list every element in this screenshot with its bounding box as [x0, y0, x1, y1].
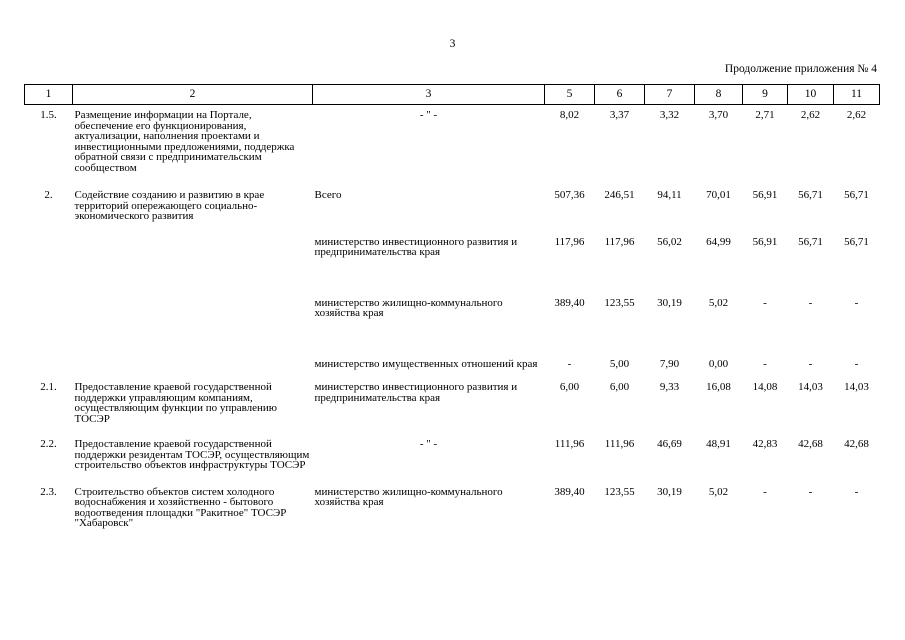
row-name: [73, 319, 313, 370]
value-cell: 117,96: [604, 235, 635, 248]
value-cell: 64,99: [706, 235, 731, 248]
value-cell: -: [808, 296, 813, 309]
value-cell: 42,68: [798, 438, 823, 450]
value-cell: 123,55: [604, 485, 635, 498]
header-cell: 3: [313, 85, 545, 105]
value-cell: 42,68: [844, 438, 869, 450]
page-number: 3: [449, 38, 456, 50]
value-cell: 5,02: [708, 296, 729, 309]
value-cell: 8,02: [559, 109, 580, 121]
value-cell: -: [808, 485, 813, 498]
value-cell: 5,02: [708, 485, 729, 498]
value-cell: 42,83: [752, 438, 778, 450]
header-cell: 11: [834, 85, 880, 105]
row-number: 2.: [44, 189, 53, 201]
row-name: Содействие созданию и развитию в крае территорий опережающего социально-экономического развития: [74, 189, 265, 222]
value-cell: -: [808, 357, 813, 370]
row-executor: Всего: [314, 189, 342, 201]
value-cell: 507,36: [554, 189, 585, 201]
header-cell: 2: [73, 85, 313, 105]
table-row: [25, 105, 880, 174]
value-cell: 14,03: [798, 381, 823, 393]
value-cell: 3,32: [659, 109, 680, 121]
continuation-label: Продолжение приложения № 4: [724, 63, 877, 75]
value-cell: 2,71: [755, 109, 775, 121]
value-cell: 246,51: [604, 189, 635, 201]
row-executor: министерство инвестиционного развития и предпринимательства края: [314, 381, 518, 404]
header-cell: 1: [25, 85, 73, 105]
value-cell: 56,91: [752, 235, 778, 248]
row-executor: - " -: [419, 438, 438, 450]
value-cell: 56,71: [798, 235, 823, 248]
value-cell: 111,96: [554, 438, 585, 450]
header-cell: 10: [788, 85, 834, 105]
row-executor: министерство жилищно-коммунального хозяйства края: [314, 485, 503, 508]
table-row: [25, 471, 880, 529]
table-header-row: [25, 85, 880, 105]
value-cell: 0,00: [708, 357, 729, 370]
value-cell: 6,00: [559, 381, 580, 393]
table-row: [25, 222, 880, 258]
value-cell: 56,71: [798, 189, 823, 201]
row-name: [73, 222, 313, 258]
row-name: Размещение информации на Портале, обеспечение его функционирования, актуализации, наполнения проектами и инвестиционными предложениями, поддержка обратной связи с предпринимательским сообществом: [74, 109, 295, 174]
header-cell: 8: [695, 85, 743, 105]
row-number: [25, 258, 73, 319]
value-cell: -: [854, 296, 859, 309]
row-number: 2.2.: [40, 438, 57, 450]
row-number: [25, 222, 73, 258]
header-cell: 9: [743, 85, 788, 105]
value-cell: 70,01: [706, 189, 731, 201]
value-cell: 30,19: [657, 485, 682, 498]
value-cell: 56,91: [752, 189, 778, 201]
header-cell: 5: [545, 85, 595, 105]
value-cell: 30,19: [657, 296, 682, 309]
value-cell: -: [854, 357, 859, 370]
row-number: 2.1.: [40, 381, 57, 393]
header-cell: 6: [595, 85, 645, 105]
value-cell: 14,08: [752, 381, 778, 393]
table-row: [25, 424, 880, 471]
value-cell: 56,02: [657, 235, 682, 248]
row-name: Предоставление краевой государственной поддержки управляющим компаниям, осуществляющим функции по управлению ТОСЭР: [74, 381, 278, 425]
value-cell: 48,91: [706, 438, 731, 450]
value-cell: -: [567, 357, 572, 370]
value-cell: 2,62: [800, 109, 821, 121]
value-cell: 56,71: [844, 235, 869, 248]
row-number: 1.5.: [40, 109, 57, 121]
table-row: [25, 173, 880, 222]
row-name: Предоставление краевой государственной поддержки резидентам ТОСЭР, осуществляющим строительство объектов инфраструктуры ТОСЭР: [74, 438, 310, 471]
value-cell: 14,03: [844, 381, 869, 393]
value-cell: -: [763, 485, 767, 498]
value-cell: 6,00: [609, 381, 630, 393]
value-cell: 389,40: [554, 485, 585, 498]
value-cell: 2,62: [846, 109, 867, 121]
value-cell: 9,33: [659, 381, 680, 393]
value-cell: 389,40: [554, 296, 585, 309]
value-cell: -: [854, 485, 859, 498]
table-row: [25, 369, 880, 424]
header-cell: 7: [645, 85, 695, 105]
value-cell: -: [763, 357, 767, 370]
value-cell: 7,90: [659, 357, 680, 370]
table-row: [25, 319, 880, 370]
table-row: [25, 258, 880, 319]
value-cell: 5,00: [609, 357, 630, 370]
value-cell: 3,70: [708, 109, 729, 121]
value-cell: 117,96: [554, 235, 585, 248]
row-name: [73, 258, 313, 319]
row-executor: министерство имущественных отношений края: [314, 357, 538, 370]
row-number: [25, 319, 73, 370]
value-cell: 3,37: [609, 109, 630, 121]
row-executor: министерство инвестиционного развития и предпринимательства края: [314, 235, 518, 258]
value-cell: 94,11: [657, 189, 682, 201]
row-name: Строительство объектов систем холодного водоснабжения и хозяйственно - бытового водоотведения площадки "Ракитное" ТОСЭР "Хабаровск": [74, 485, 287, 529]
value-cell: -: [763, 296, 767, 309]
appendix-table: [24, 84, 880, 529]
value-cell: 56,71: [844, 189, 869, 201]
row-number: 2.3.: [40, 485, 57, 498]
value-cell: 46,69: [657, 438, 682, 450]
value-cell: 16,08: [706, 381, 731, 393]
value-cell: 111,96: [604, 438, 635, 450]
value-cell: 123,55: [604, 296, 635, 309]
row-executor: министерство жилищно-коммунального хозяйства края: [314, 296, 503, 319]
row-executor: - " -: [419, 109, 438, 121]
